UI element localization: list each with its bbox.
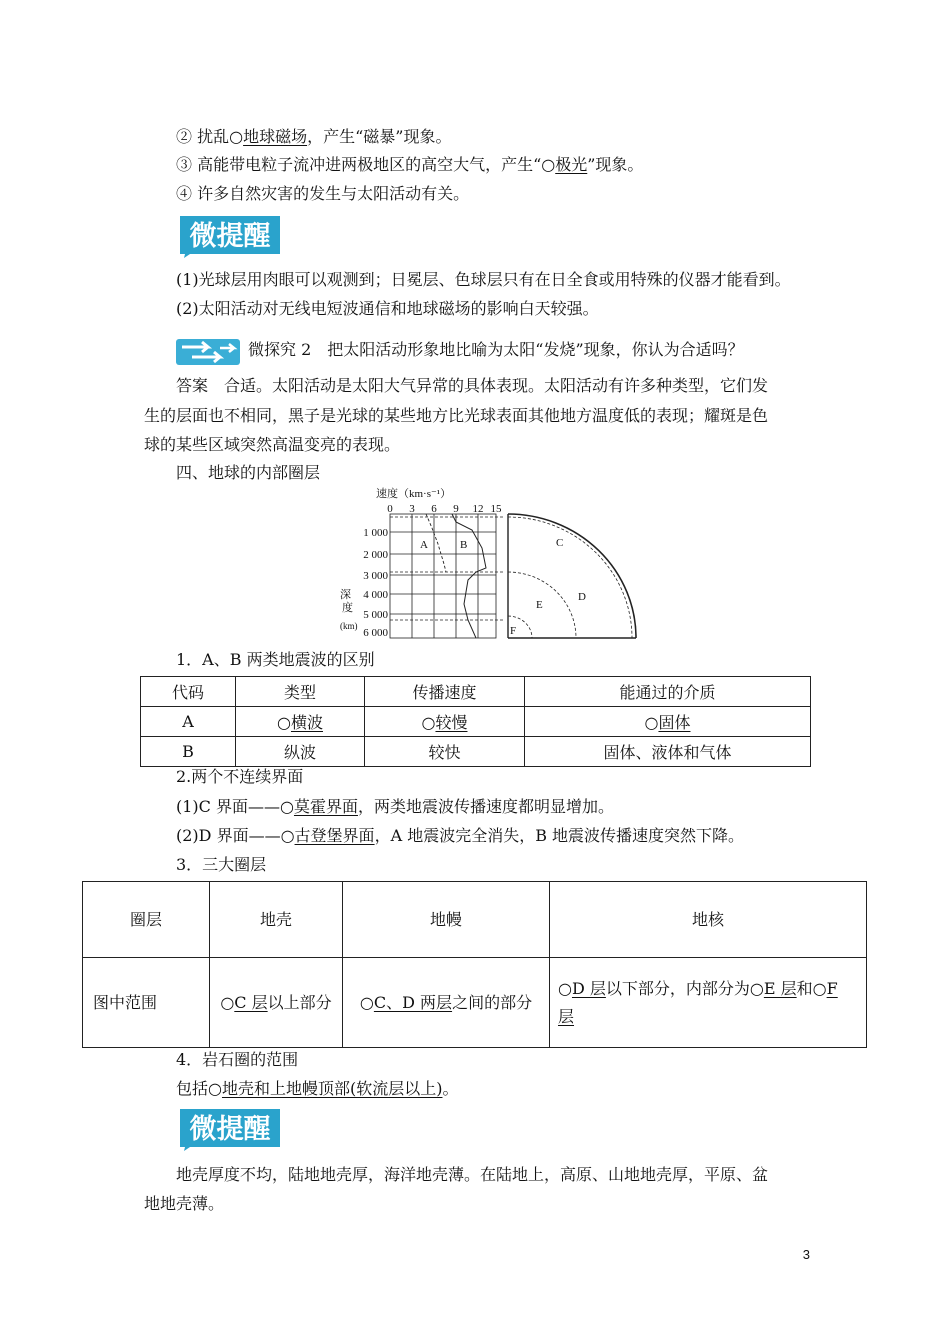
arrow-icon [174,335,242,367]
depth-label: (km) [340,621,358,631]
table-row: B 纵波 较快 固体、液体和气体 [141,737,811,767]
earth-interior-diagram [340,484,642,642]
depth-tick: 2 000 [363,549,388,561]
subheading: 3．三大圈层 [176,855,267,874]
text-line: ④ 许多自然灾害的发生与太阳活动有关。 [176,184,470,203]
text-line: 地地壳薄。 [144,1194,225,1213]
table-header: 地幔 [343,882,550,958]
earth-layers-table [82,881,867,1048]
subheading: 2.两个不连续界面 [176,767,304,786]
label-D: D [578,591,586,603]
speed-tick: 3 [409,503,415,515]
text-line: 包括○地壳和上地幔顶部(软流层以上)。 [176,1079,459,1098]
label-E: E [536,599,543,611]
svg-text:微提醒: 微提醒 [189,221,271,252]
wave-comparison-table [140,676,811,767]
table-header: 代码 [141,677,236,707]
table-header: 圈层 [83,882,210,958]
reminder-badge [178,1107,282,1151]
reminder-badge [178,214,282,258]
text-line: (2)D 界面——○古登堡界面，A 地震波完全消失，B 地震波传播速度突然下降。 [176,826,745,845]
depth-tick: 3 000 [363,570,388,582]
answer-line: 球的某些区域突然高温变亮的表现。 [144,435,401,454]
note-line: (2)太阳活动对无线电短波通信和地球磁场的影响白天较强。 [176,299,599,318]
depth-label: 度 [342,602,353,614]
note-line: (1)光球层用肉眼可以观测到；日冕层、色球层只有在日全食或用特殊的仪器才能看到。 [176,270,791,289]
depth-tick: 4 000 [363,589,388,601]
answer-line: 答案 合适。太阳活动是太阳大气异常的具体表现。太阳活动有许多种类型，它们发 [176,376,769,395]
section-heading: 四、地球的内部圈层 [176,463,321,482]
depth-tick: 6 000 [363,627,388,639]
question-line: 微探究 2 把太阳活动形象地比喻为太阳“发烧”现象，你认为合适吗？ [248,340,744,359]
table-row: A ○横波 ○较慢 ○固体 [141,707,811,737]
svg-text:微提醒: 微提醒 [189,1114,271,1145]
text-line: ③ 高能带电粒子流冲进两极地区的高空大气，产生“○极光”现象。 [176,155,644,174]
answer-line: 生的层面也不相同，黑子是光球的某些地方比光球表面其他地方温度低的表现；耀斑是色 [144,406,769,425]
label-F: F [510,625,517,637]
subheading: 4．岩石圈的范围 [176,1050,299,1069]
depth-tick: 5 000 [363,609,388,621]
speed-tick: 6 [431,503,437,515]
speed-tick: 9 [453,503,459,515]
table-row: 图中范围 ○C 层以上部分 ○C、D 两层之间的部分 ○D 层以下部分，内部分为○E 层和○F 层 [83,958,867,1048]
label-B: B [460,539,468,551]
speed-tick: 15 [490,503,502,515]
text-line: ② 扰乱○地球磁场，产生“磁暴”现象。 [176,127,452,146]
table-header: 传播速度 [365,677,525,707]
table-header: 地壳 [210,882,343,958]
text-line: 地壳厚度不均，陆地地壳厚，海洋地壳薄。在陆地上，高原、山地地壳厚，平原、盆 [176,1165,769,1184]
table-header: 能通过的介质 [525,677,811,707]
table-header: 类型 [236,677,365,707]
speed-tick: 12 [472,503,484,515]
page-number: 3 [802,1247,810,1262]
subheading: 1．A、B 两类地震波的区别 [176,650,375,669]
speed-axis-label: 速度（km·s⁻¹） [376,488,452,500]
depth-label: 深 [340,589,351,601]
label-C: C [556,537,564,549]
label-A: A [420,539,428,551]
speed-tick: 0 [387,503,393,515]
depth-tick: 1 000 [363,527,388,539]
text-line: (1)C 界面——○莫霍界面，两类地震波传播速度都明显增加。 [176,797,614,816]
table-header: 地核 [550,882,867,958]
